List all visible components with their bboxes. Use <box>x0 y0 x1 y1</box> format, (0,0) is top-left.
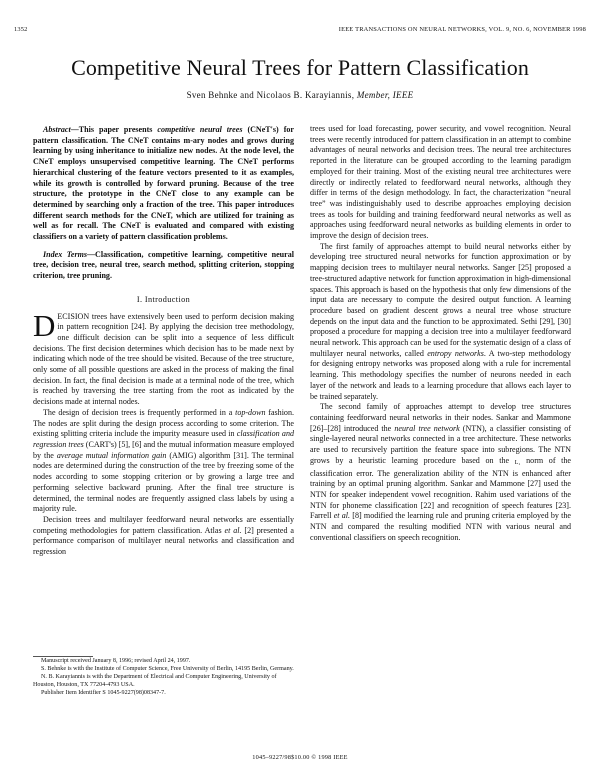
journal-header: IEEE TRANSACTIONS ON NEURAL NETWORKS, VOL. 9, NO. 6, NOVEMBER 1998 <box>338 26 586 33</box>
left-column <box>33 125 294 558</box>
footnotes <box>33 658 294 698</box>
footnote-author-1: S. Behnke is with the Institute of Computer Science, Free University of Berlin, 14195 Berlin, Germany. <box>41 665 294 672</box>
right-paragraph-2: The first family of approaches attempt to build neural networks either by developing tree structured neural networks for function approximation or by mapping decision trees to multilayer neural networks. Sanger [25] proposed a tree-structured adaptive network for function approximation in high-dimensional spaces. This approach is based on the hypothesis that only few dimensions of the input data are necessary to compute the desired output function. A learning procedure based on gradient descent grows a neural tree whose structure depends on the input data and the function to be approximated. Sethi [29], [30] proposed a procedure for mapping a decision tree into a multilayer feedforward neural network. This approach can be used for the systematic design of a class of multilayer neural networks, called entropy networks. A two-step methodology for designing entropy networks was proposed along with a rule for incremental learning. This methodology specifies the number of neurons needed in each layer of the network and leads to a learning procedure that allows each layer to be trained separately. <box>310 241 571 401</box>
index-terms: Index Terms—Classification, competitive learning, competitive neural tree, decision tree, neural tree, search method, splitting criterion, stopping criterion, tree pruning. <box>33 249 294 281</box>
copyright-footer: 1045–9227/98$10.00 © 1998 IEEE <box>252 754 348 761</box>
footnote-received: Manuscript received January 8, 1996; revised April 24, 1997. <box>41 658 191 664</box>
right-column <box>310 124 571 543</box>
drop-cap: D <box>33 307 56 343</box>
intro-paragraph-2: The design of decision trees is frequently performed in a top-down fashion. The nodes are split during the design process according to some criterion. The existing splitting criteria include the impurity measure used in classification and regression trees (CART's) [5], [6] and the mutual information measure employed by the average mutual information gain (AMIG) algorithm [31]. The terminal nodes are determined during the construction of the tree by freezing some of the nodes according to some stopping criterion or by growing a large tree and performing selective backward pruning. After the final tree structure is determined, the terminal nodes are frequently assigned class labels by using a majority rule. <box>33 407 294 514</box>
author-line <box>0 90 600 100</box>
abstract: Abstract—This paper presents competitive neural trees (CNeT's) for pattern classification. The CNeT contains m-ary nodes and grows during learning by using inheritance to initialize new nodes. At the node level, the CNeT employs unsupervised competitive learning. The CNeT performs hierarchical clustering of the feature vectors presented to it as examples, while its growth is controlled by forward pruning. Because of the tree structure, the prototype in the CNeT close to any example can be determined by searching only a fraction of the tree. This paper introduces different search methods for the CNeT, which are utilized for training as well as for recall. The CNeT is evaluated and compared with existing classifiers on a variety of pattern classification problems. <box>33 125 294 242</box>
intro-paragraph-1: DECISION trees have extensively been used to perform decision making in pattern recognition [24]. By applying the decision tree methodology, one difficult decision can be split into a sequence of less difficult decisions. The first decision determines which decision has to be made next by indicating which node of the tree should be visited. Because of the tree structure, only some of all possible questions are asked in the process of making the final decision. In fact, the final decision is made at a terminal node of the tree, which is reached by traversing the tree starting from the root as indicated by the decisions made at internal nodes. <box>33 307 294 407</box>
section-heading: I. Introduction <box>136 294 191 304</box>
footnote-author-2: N. B. Karayiannis is with the Department of Electrical and Computer Engineering, University of Houston, Houston, TX 77204-4793 USA. <box>33 673 277 688</box>
paper-title: Competitive Neural Trees for Pattern Classification <box>71 55 529 80</box>
right-paragraph-3: The second family of approaches attempt to develop tree structures containing feedforward neural networks in their nodes. Sankar and Mammone [26]–[28] introduced the neural tree network (NTN), a classifier consisting of single-layered neural networks connected in a tree architecture. These networks are used to recursively partition the feature space into subregions. The NTN grows by a heuristic learning procedure based on the L₁ norm of the classification error. The generalization ability of the NTN is enhanced after training by an optimal pruning algorithm. Sankar and Mammone [27] used the NTN for speaker independent vowel recognition. Rahim used variations of the NTN for phoneme classification [22] and recognition of speech features [23]. Farrell et al. [8] modified the learning rule and pruning criteria employed by the NTN and compared the resulting modified NTN with various neural and conventional classifiers on speech recognition. <box>310 402 572 542</box>
author-membership: Member, IEEE <box>356 90 414 100</box>
l1-norm-symbol: L₁ <box>514 459 521 466</box>
abstract-emphasis: competitive neural trees <box>157 125 243 134</box>
intro-paragraph-3: Decision trees and multilayer feedforward neural networks are essentially competing methodologies for pattern classification. Atlas et al. [2] presented a performance comparison of multilayer neural networks and classification and regression <box>33 514 294 557</box>
author-names: Sven Behnke and Nicolaos B. Karayiannis, <box>186 90 355 100</box>
abstract-lead: Abstract— <box>43 125 79 134</box>
footnote-rule <box>33 656 93 657</box>
footnote-identifier: Publisher Item Identifier S 1045-9227(98)08347-7. <box>41 689 166 696</box>
page-number: 1352 <box>14 26 28 33</box>
right-paragraph-1: trees used for load forecasting, power security, and vowel recognition. Neural trees were recently introduced for pattern classification in an attempt to combine advantages of neural networks and decision trees. The neural tree architectures reported in the literature can be grouped according to the learning paradigm employed for their training. Most of the existing neural tree architectures were directly or indirectly related to feedforward neural networks, although they differ in terms of the design methodology. In fact, the characterization “neural tree” was indistinguishably used to describe approaches employing decision trees as tools for building and training feedforward neural networks as well as approaches using feedforward neural networks as building elements in order to improve the design of decision trees. <box>310 124 571 241</box>
index-terms-lead: Index Terms <box>43 249 87 259</box>
